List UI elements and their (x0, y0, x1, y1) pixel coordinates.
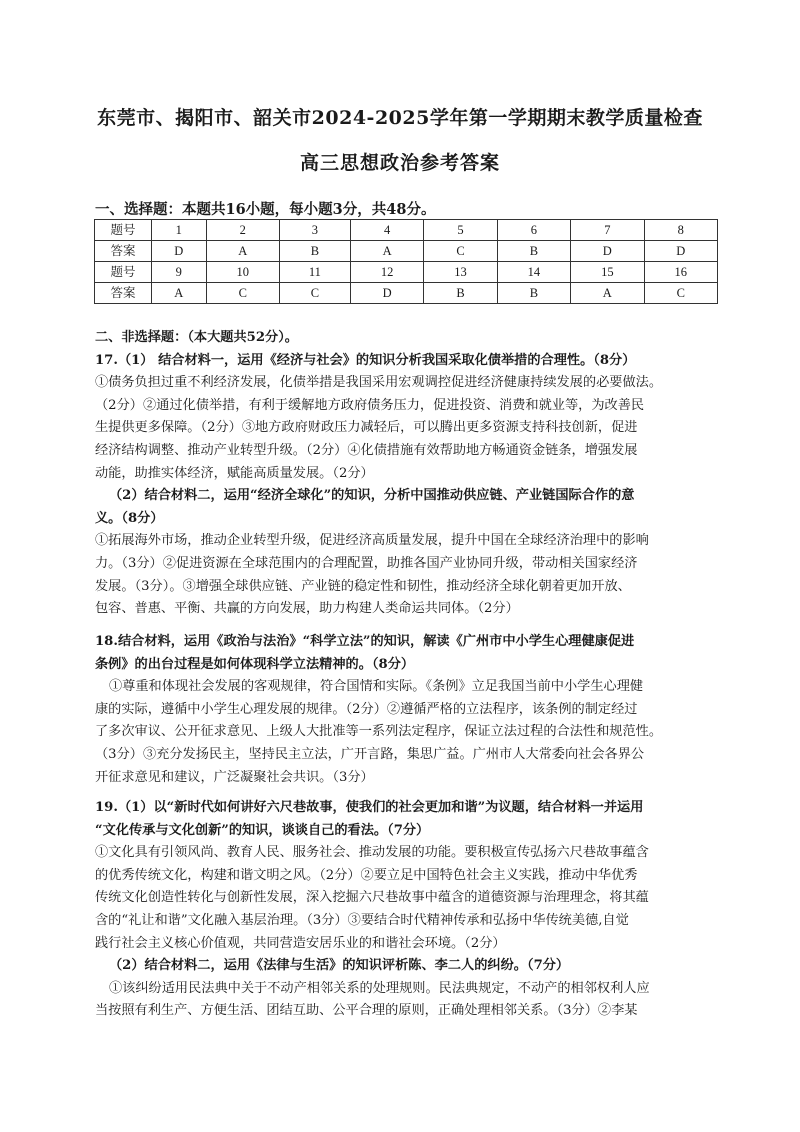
table-cell: 7 (571, 220, 644, 241)
question-19-2: （2）结合材料二，运用《法律与生活》的知识评析陈、李二人的纠纷。（7分） (109, 958, 570, 974)
table-cell: D (350, 283, 423, 304)
question-17-1: 17.（1） 结合材料一，运用《经济与社会》的知识分析我国采取化债举措的合理性。（8分） (95, 352, 636, 368)
table-cell: 14 (497, 262, 570, 283)
section2-heading: 二、非选择题：（本大题共52分）。 (95, 330, 298, 345)
table-cell: B (497, 283, 570, 304)
answer-line: 康的实际，遵循中小学生心理发展的规律。（2分）②遵循严格的立法程序，该条例的制定经过 (95, 701, 638, 717)
table-cell: B (424, 283, 497, 304)
question-18-block (95, 631, 705, 789)
answer-line: 包容、普惠、平衡、共赢的方向发展，助力构建人类命运共同体。（2分） (95, 601, 519, 617)
answer-line: 传统文化创造性转化与创新性发展，深入挖掘六尺巷故事中蕴含的道德资源与治理理念，将其蕴 (95, 890, 649, 906)
answer-line: 当按照有利生产、方便生活、团结互助、公平合理的原则，正确处理相邻关系。（3分）②李某 (95, 1003, 638, 1019)
question-19-1-cont: “文化传承与文化创新”的知识，谈谈自己的看法。（7分） (95, 822, 430, 838)
question-19-1: 19.（1）以“新时代如何讲好六尺巷故事，使我们的社会更加和谐”为议题，结合材料一并运用 (95, 800, 644, 815)
table-cell: A (152, 283, 207, 304)
table-cell: D (152, 241, 207, 262)
table-cell: 2 (206, 220, 279, 241)
table-cell: C (424, 241, 497, 262)
table-cell: 6 (497, 220, 570, 241)
table-row (95, 220, 718, 241)
table-cell: 9 (152, 262, 207, 283)
table-cell: B (279, 241, 350, 262)
answer-line: ①债务负担过重不利经济发展，化债举措是我国采用宏观调控促进经济健康持续发展的必要做法。 (95, 375, 663, 391)
table-cell: D (571, 241, 644, 262)
table-cell: 题号 (95, 262, 152, 283)
section1-heading: 一、选择题：本题共16小题，每小题3分，共48分。 (95, 201, 436, 218)
answer-line: 力。（3分）②促进资源在全球范围内的合理配置，助推各国产业协同升级，带动相关国家经济 (95, 555, 638, 571)
table-cell: 15 (571, 262, 644, 283)
answer-table (94, 219, 718, 304)
answer-line: 经济结构调整、推动产业转型升级。（2分）④化债措施有效帮助地方畅通资金链条，增强发展 (95, 442, 638, 458)
table-cell: 16 (644, 262, 717, 283)
table-cell: C (279, 283, 350, 304)
table-cell: B (497, 241, 570, 262)
table-cell: A (571, 283, 644, 304)
question-17-block (95, 327, 705, 621)
answer-line: 生提供更多保障。（2分）③地方政府财政压力减轻后，可以腾出更多资源支持科技创新，促进 (95, 420, 638, 436)
question-17-2-cont: 义。（8分） (95, 510, 164, 526)
table-cell: A (206, 241, 279, 262)
answer-line: ①文化具有引领风尚、教育人民、服务社会、推动发展的功能。要积极宣传弘扬六尺巷故事蕴含 (95, 845, 649, 861)
answer-line: 开征求意见和建议，广泛凝聚社会共识。（3分） (95, 769, 374, 785)
table-row (95, 241, 718, 262)
answer-line: 动能，助推实体经济，赋能高质量发展。（2分） (95, 465, 374, 481)
table-cell: 答案 (95, 283, 152, 304)
answer-line: ①该纠纷适用民法典中关于不动产相邻关系的处理规则。民法典规定，不动产的相邻权利人应 (109, 980, 650, 996)
table-cell: 3 (279, 220, 350, 241)
table-cell: D (644, 241, 717, 262)
answer-line: （2分）②通过化债举措，有利于缓解地方政府债务压力，促进投资、消费和就业等，为改善民 (95, 397, 645, 413)
answer-line: 含的“礼让和谐”文化融入基层治理。（3分）③要结合时代精神传承和弘扬中华传统美德,自觉 (95, 912, 629, 928)
table-cell: 答案 (95, 241, 152, 262)
question-19-block (95, 797, 705, 1023)
table-cell: 10 (206, 262, 279, 283)
table-cell: C (644, 283, 717, 304)
document-subtitle: 高三思想政治参考答案 (299, 152, 500, 174)
answer-line: 了多次审议、公开征求意见、上级人大批准等一系列法定程序，保证立法过程的合法性和规范性。 (95, 724, 663, 740)
table-row (95, 283, 718, 304)
table-cell: 题号 (95, 220, 152, 241)
table-cell: 5 (424, 220, 497, 241)
table-cell: 8 (644, 220, 717, 241)
table-cell: 13 (424, 262, 497, 283)
answer-line: （3分）③充分发扬民主，坚持民主立法，广开言路，集思广益。广州市人大常委向社会各界公 (95, 746, 645, 762)
answer-line: ①拓展海外市场，推动企业转型升级，促进经济高质量发展，提升中国在全球经济治理中的影响 (95, 533, 649, 549)
answer-line: ①尊重和体现社会发展的客观规律，符合国情和实际。《条例》立足我国当前中小学生心理健 (109, 679, 644, 695)
document-title: 东莞市、揭阳市、韶关市2024-2025学年第一学期期末教学质量检查 (97, 107, 703, 129)
answer-line: 践行社会主义核心价值观，共同营造安居乐业的和谐社会环境。（2分） (95, 935, 506, 951)
question-17-2: （2）结合材料二，运用“经济全球化”的知识，分析中国推动供应链、产业链国际合作的意 (109, 488, 635, 504)
table-cell: 4 (350, 220, 423, 241)
table-cell: C (206, 283, 279, 304)
answer-line: 发展。（3分）。③增强全球供应链、产业链的稳定性和韧性，推动经济全球化朝着更加开放、 (95, 578, 631, 594)
question-18: 18.结合材料，运用《政治与法治》“科学立法”的知识，解读《广州市中小学生心理健康促进 (95, 634, 635, 649)
question-18-cont: 条例》的出台过程是如何体现科学立法精神的。（8分） (95, 656, 415, 672)
answer-line: 的优秀传统文化，构建和谐文明之风。（2分）②要立足中国特色社会主义实践，推动中华优秀 (95, 867, 638, 883)
table-cell: 1 (152, 220, 207, 241)
table-cell: 11 (279, 262, 350, 283)
table-cell: 12 (350, 262, 423, 283)
table-row (95, 262, 718, 283)
table-cell: A (350, 241, 423, 262)
